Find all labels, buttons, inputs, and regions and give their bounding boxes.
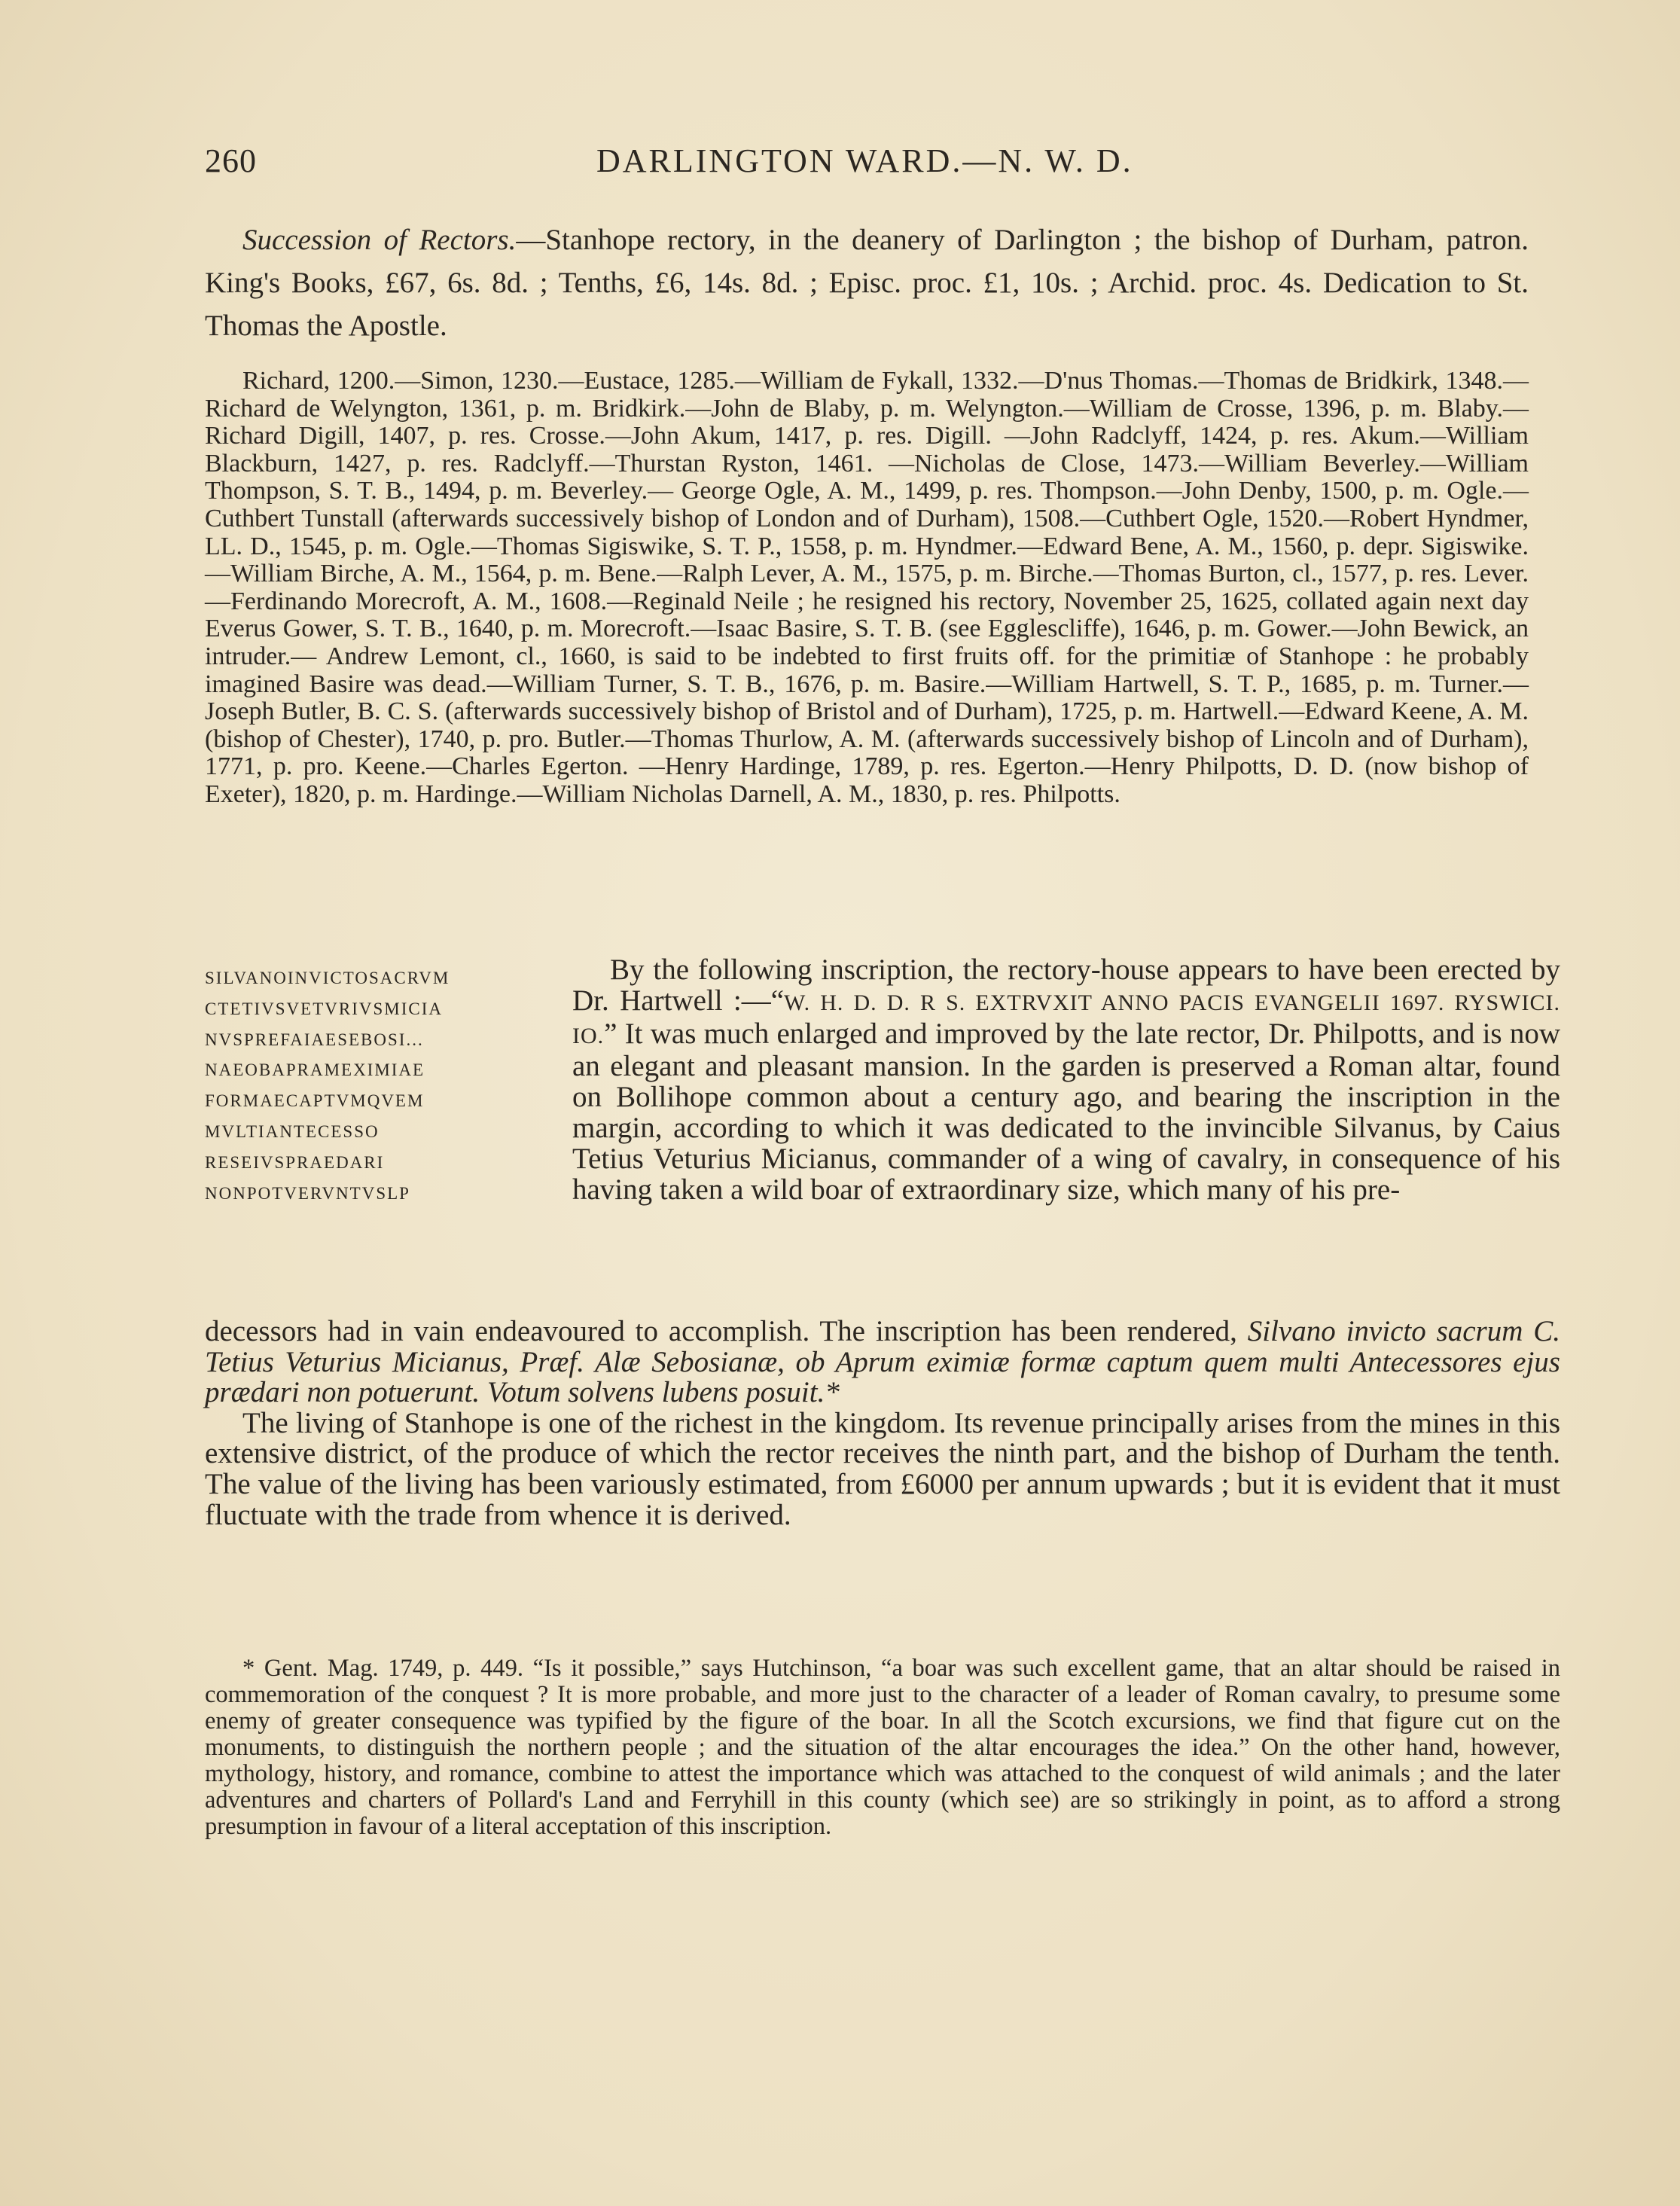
succession-text: —Stanhope rectory, in the deanery of Darlington ; the bishop of Durham, patron. King's Books, £67, 6s. 8d. ; Tenths, £6, 14s. 8d. ; Episc. proc. £1, 10s. ; Archid. proc. 4s. Dedication to St. Thomas the Apostle. <box>205 224 1529 342</box>
inscription-line: SILVANOINVICTOSACRVM <box>205 969 450 987</box>
rendering-text: decessors had in vain endeavoured to accomplish. The inscription has been rendered, <box>205 1315 1237 1347</box>
inscription-line: NONPOTVERVNTVSLP <box>205 1183 410 1203</box>
footnote: * Gent. Mag. 1749, p. 449. “Is it possible,” says Hutchinson, “a boar was such excellent game, that an altar should be raised in commemoration of the conquest ? It is more probable, and more just to the character of a leader of Roman cavalry, to presume some enemy of greater consequence was typified by the figure of the boar. In all the Scotch excursions, we find that figure cut on the monuments, to distinguish the northern people ; and the situation of the altar encourages the idea.” On the other hand, however, mythology, history, and romance, combine to attest the importance which was attached to the conquest of wild animals ; and the later adventures and charters of Pollard's Land and Ferryhill in this county (which see) are so strikingly in point, as to afford a strong presumption in favour of a literal acceptation of this inscription. <box>205 1655 1560 1840</box>
running-head: DARLINGTON WARD.—N. W. D. <box>596 142 1133 179</box>
inscription-line: NAEOBAPRAMEXIMIAE <box>205 1060 425 1080</box>
rendering-latin: Silvano invicto sacrum C. Tetius Veturius Micianus, Præf. Alæ Sebosianæ, ob Aprum eximiæ formæ captum quem multi Antecessores ejus prædari non potuerunt. Votum solvens lubens posuit.* <box>205 1315 1560 1409</box>
inscription-line: CTETIVSVETVRIVSMICIA <box>205 999 443 1018</box>
rectory-rest: ” It was much enlarged and improved by the late rector, Dr. Philpotts, and is now an elegant and pleasant mansion. In the garden is preserved a Roman altar, found on Bollihope common about a century ago, and bearing the inscription in the margin, according to which it was dedicated to the invincible Silvanus, by Caius Tetius Veturius Micianus, commander of a wing of cavalry, in consequence of his having taken a wild boar of extraordinary size, which many of his pre- <box>572 1017 1560 1206</box>
succession-heading: Succession of Rectors. <box>242 224 517 256</box>
living-paragraph: The living of Stanhope is one of the richest in the kingdom. Its revenue principally arises from the mines in this extensive district, of the produce of which the rector receives the ninth part, and the bishop of Durham the tenth. The value of the living has been variously estimated, from £6000 per annum upwards ; but it is evident that it must fluctuate with the trade from whence it is derived. <box>205 1406 1560 1531</box>
page-number: 260 <box>205 142 257 179</box>
rectory-quote: W. H. D. D. R S. EXTRVXIT ANNO PACIS EVANGELII 1697. RYSWICI. IO. <box>572 990 1560 1048</box>
page-header <box>205 142 1485 187</box>
succession-paragraph <box>205 218 1529 347</box>
continuation-text <box>205 1317 1560 1530</box>
inscription-line: RESEIVSPRAEDARI <box>205 1152 385 1172</box>
rectors-list: Richard, 1200.—Simon, 1230.—Eustace, 1285.—William de Fykall, 1332.—D'nus Thomas.—Thomas de Bridkirk, 1348.—Richard de Welyngton, 1361, p. m. Bridkirk.—John de Blaby, p. m. Welyngton.—William de Crosse, 1396, p. m. Blaby.—Richard Digill, 1407, p. res. Crosse.—John Akum, 1417, p. res. Digill. —John Radclyff, 1424, p. res. Akum.—William Blackburn, 1427, p. res. Radclyff.—Thurstan Ryston, 1461. —Nicholas de Close, 1473.—William Beverley.—William Thompson, S. T. B., 1494, p. m. Beverley.— George Ogle, A. M., 1499, p. res. Thompson.—John Denby, 1500, p. m. Ogle.—Cuthbert Tunstall (afterwards successively bishop of London and of Durham), 1508.—Cuthbert Ogle, 1520.—Robert Hyndmer, LL. D., 1545, p. m. Ogle.—Thomas Sigiswike, S. T. P., 1558, p. m. Hyndmer.—Edward Bene, A. M., 1560, p. depr. Sigiswike.—William Birche, A. M., 1564, p. m. Bene.—Ralph Lever, A. M., 1575, p. m. Birche.—Thomas Burton, cl., 1577, p. res. Lever.—Ferdinando Morecroft, A. M., 1608.—Reginald Neile ; he resigned his rectory, November 25, 1625, collated again next day Everus Gower, S. T. B., 1640, p. m. Morecroft.—Isaac Basire, S. T. B. (see Egglescliffe), 1646, p. m. Gower.—John Bewick, an intruder.— Andrew Lemont, cl., 1660, is said to be indebted to first fruits off. for the primitiæ of Stanhope : he probably imagined Basire was dead.—William Turner, S. T. B., 1676, p. m. Basire.—William Hartwell, S. T. P., 1685, p. m. Turner.—Joseph Butler, B. C. S. (afterwards successively bishop of Bristol and of Durham), 1725, p. m. Hartwell.—Edward Keene, A. M. (bishop of Chester), 1740, p. pro. Butler.—Thomas Thurlow, A. M. (afterwards successively bishop of Lincoln and of Durham), 1771, p. pro. Keene.—Charles Egerton. —Henry Hardinge, 1789, p. res. Egerton.—Henry Philpotts, D. D. (now bishop of Exeter), 1820, p. m. Hardinge.—William Nicholas Darnell, A. M., 1830, p. res. Philpotts. <box>205 367 1529 808</box>
inscription-line: FORMAECAPTVMQVEM <box>205 1091 425 1111</box>
altar-inscription <box>205 963 559 1209</box>
inscription-rendering <box>205 1317 1560 1408</box>
inscription-line: MVLTIANTECESSO <box>205 1121 380 1141</box>
rectory-intro: By the following inscription, the rectory-house appears to have been erected by Dr. Hartwell :—“ <box>572 953 1560 1017</box>
rectory-house-paragraph <box>572 955 1560 1205</box>
inscription-line: NVSPREFAIAESEBOSI... <box>205 1030 424 1049</box>
